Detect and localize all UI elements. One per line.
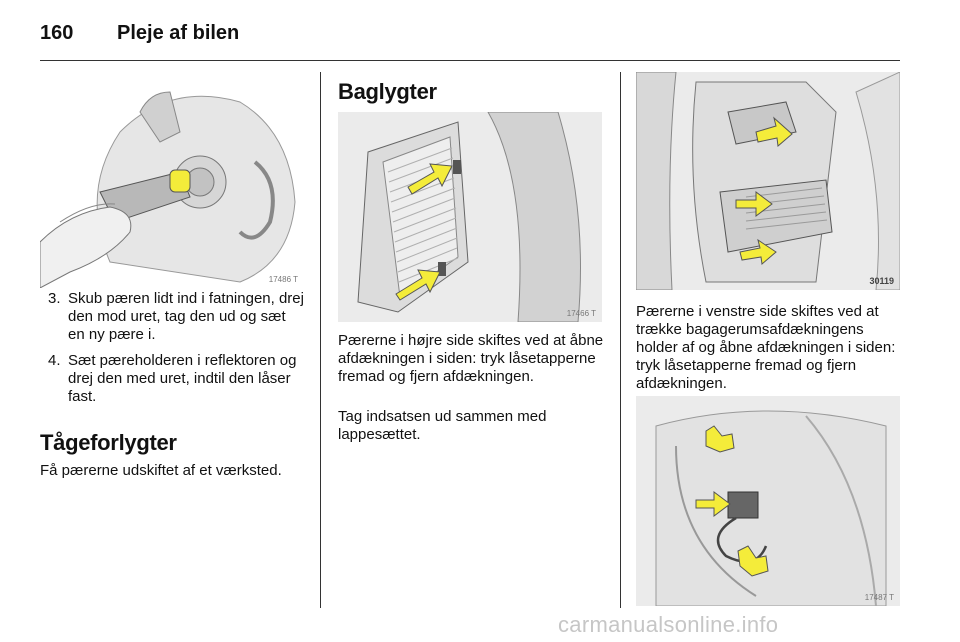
list-item: 3. Skub pæren lidt ind i fatningen, drej den mod uret, tag den ud og sæt en ny pære i. — [48, 290, 304, 343]
right-side-instructions: Pærerne i højre side skiftes ved at åbne afdækningen i siden: tryk låsetapperne fremad og fjern afdækningen. — [338, 332, 604, 385]
remove-insert-instructions: Tag indsatsen ud sammen med lappesættet. — [338, 408, 547, 443]
steps-list — [44, 290, 306, 414]
column-divider-1 — [320, 72, 321, 608]
header-rule — [40, 60, 900, 61]
figure-headlamp-bulb — [40, 72, 304, 288]
page-number: 160 — [40, 22, 74, 44]
page-title: Pleje af bilen — [117, 22, 240, 44]
figure-number: 17487 T — [864, 593, 894, 602]
rear-lights-heading: Baglygter — [338, 79, 437, 104]
figure-number: 17486 T — [268, 275, 298, 284]
figure-number: 30119 — [869, 276, 894, 286]
figure-number: 17466 T — [566, 309, 596, 318]
list-item: 4. Sæt pæreholderen i reflektoren og drej den med uret, indtil den låser fast. — [48, 352, 297, 405]
left-side-instructions: Pærerne i venstre side skiftes ved at trække bagagerumsafdækningens holder af og åbne afdækningen i siden: tryk låsetapperne fremad og fjern afdækningen. — [636, 303, 896, 392]
figure-right-side-cover — [338, 112, 602, 322]
fog-lights-text: Få pærerne udskiftet af et værksted. — [40, 462, 282, 479]
figure-left-side-cover — [636, 396, 900, 606]
fog-lights-heading: Tågeforlygter — [40, 430, 177, 455]
watermark: carmanualsonline.info — [558, 612, 779, 637]
column-divider-2 — [620, 72, 621, 608]
figure-luggage-cover — [636, 72, 900, 290]
